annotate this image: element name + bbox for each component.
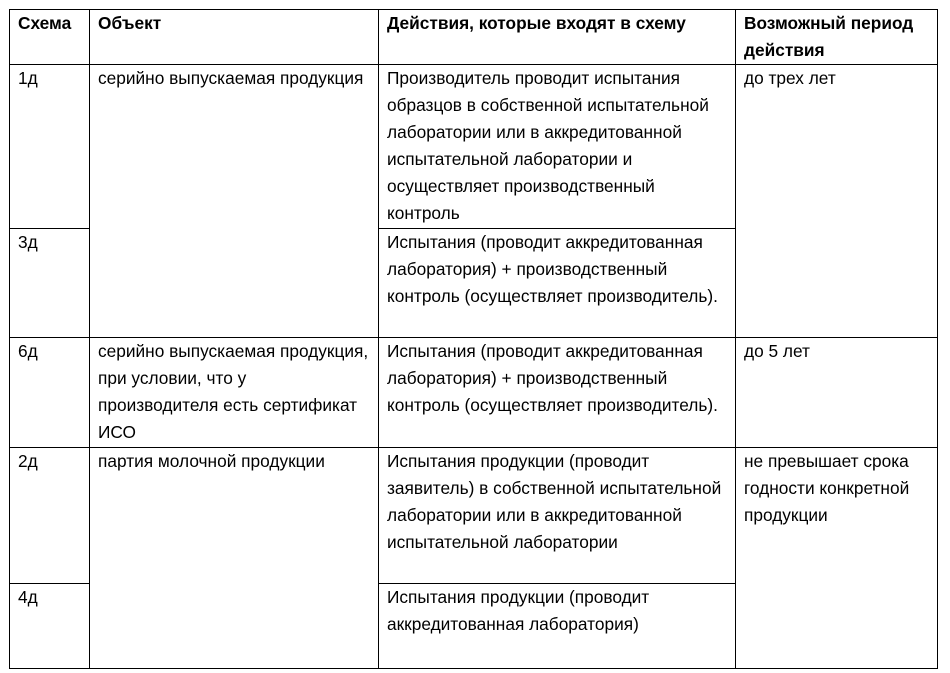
actions-cell: Испытания (проводит аккредитованная лаборатория) + производственный контроль (осуществляет производитель). xyxy=(379,338,736,448)
header-row xyxy=(10,10,938,65)
scheme-cell: 2д xyxy=(10,448,90,584)
actions-cell: Испытания продукции (проводит заявитель) в собственной испытательной лаборатории или в аккредитованной испытательной лаборатории xyxy=(379,448,736,584)
period-cell: не превышает срока годности конкретной продукции xyxy=(736,448,938,669)
table-row xyxy=(10,65,938,229)
scheme-cell: 6д xyxy=(10,338,90,448)
object-cell: партия молочной продукции xyxy=(90,448,379,669)
actions-cell: Производитель проводит испытания образцов в собственной испытательной лаборатории или в аккредитованной испытательной лаборатории и осуществляет производственный контроль xyxy=(379,65,736,229)
schemes-table xyxy=(9,9,938,669)
table-row xyxy=(10,448,938,584)
scheme-cell: 3д xyxy=(10,229,90,338)
header-actions: Действия, которые входят в схему xyxy=(379,10,736,65)
scheme-cell: 4д xyxy=(10,584,90,669)
table-row xyxy=(10,338,938,448)
header-period: Возможный период действия xyxy=(736,10,938,65)
period-cell: до трех лет xyxy=(736,65,938,338)
actions-cell: Испытания (проводит аккредитованная лаборатория) + производственный контроль (осуществляет производитель). xyxy=(379,229,736,338)
scheme-cell: 1д xyxy=(10,65,90,229)
header-object: Объект xyxy=(90,10,379,65)
object-cell: серийно выпускаемая продукция xyxy=(90,65,379,338)
period-cell: до 5 лет xyxy=(736,338,938,448)
header-scheme: Схема xyxy=(10,10,90,65)
object-cell: серийно выпускаемая продукция, при условии, что у производителя есть сертификат ИСО xyxy=(90,338,379,448)
actions-cell: Испытания продукции (проводит аккредитованная лаборатория) xyxy=(379,584,736,669)
